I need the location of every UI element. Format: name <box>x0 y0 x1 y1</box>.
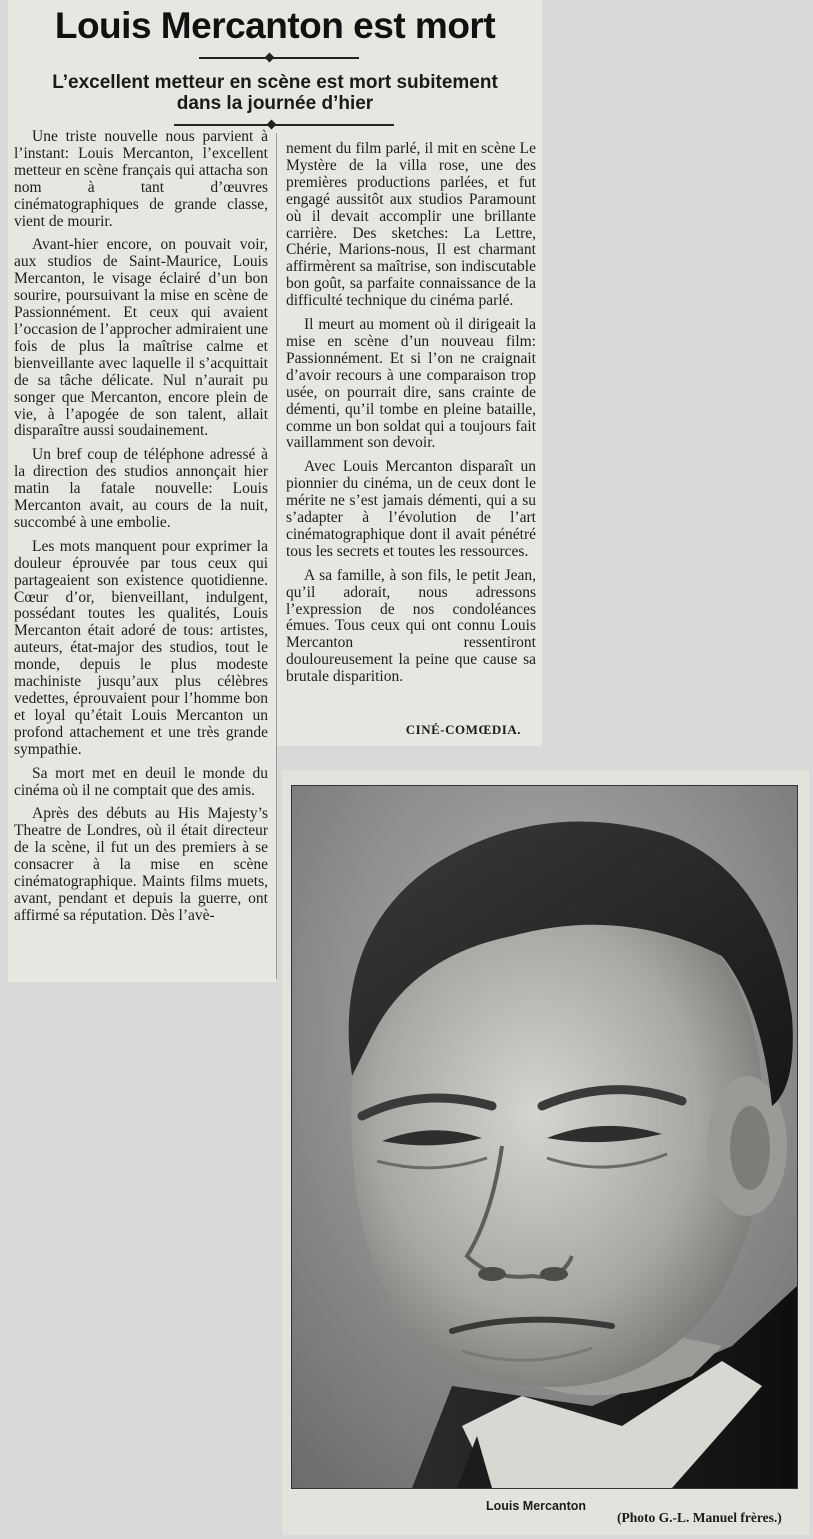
photo-caption: Louis Mercanton <box>486 1499 587 1513</box>
signature: CINÉ-COMŒDIA. <box>405 722 521 737</box>
left-column <box>14 129 268 932</box>
paragraph: Après des débuts au His Majesty’s Theatre de Londres, où il était directeur de la scène, il fut un des premiers à se consacrer à la mise en scène cinématographique. Maints films muets, avant, pendant et depuis la guerre, ont affirmé sa réputation. Dès l’avè- <box>14 805 268 924</box>
subhead-rule <box>174 124 394 126</box>
subheadline-line-2: dans la journée d’hier <box>176 93 374 114</box>
headline-rule <box>199 57 359 59</box>
paragraph: Un bref coup de téléphone adressé à la direction des studios annonçait hier matin la fatale nouvelle: Louis Mercanton avait, au cours de la nuit, succombé à une embolie. <box>14 446 268 531</box>
paragraph: Une triste nouvelle nous parvient à l’instant: Louis Mercanton, l’excellent metteur en scène français qui attacha son nom à tant d’œuvres cinématographiques de grande classe, vient de mourir. <box>14 128 268 230</box>
portrait-image <box>292 786 797 1488</box>
paragraph: Avec Louis Mercanton disparaît un pionnier du cinéma, un de ceux dont le mérite ne s’est jamais démenti, qui a su s’adapter à l’évolution de l’art cinématographique dont il avait pénétré tous les secrets et toutes les ressources. <box>286 458 536 560</box>
paragraph: A sa famille, à son fils, le petit Jean, qu’il adorait, nous adressons l’expression de nos condoléances émues. Tous ceux qui ont connu Louis Mercanton ressentiront douloureusement la peine que cause sa brutale disparition. <box>286 566 536 686</box>
subheadline <box>8 72 542 114</box>
headline: Louis Mercanton est mort <box>54 5 496 46</box>
portrait-photo <box>291 785 798 1489</box>
paragraph: Il meurt au moment où il dirigeait la mise en scène d’un nouveau film: Passionnément. Et si l’on ne craignait d’avoir recours à une comparaison trop usée, on pourrait dire, sans crainte de démenti, qu’il tombe en pleine bataille, comme un bon soldat qui a toujours fait vaillamment son devoir. <box>286 316 536 452</box>
paragraph: Avant-hier encore, on pouvait voir, aux studios de Saint-Maurice, Louis Mercanton, le visage éclairé d’un bon sourire, poursuivant la mise en scène de Passionnément. Et ceux qui avaient l’occasion de l’approcher admiraient une fois de plus la maîtrise calme et bienveillante avec laquelle il s’acquittait de sa tâche délicate. Nul n’aurait pu songer que Mercanton, encore plein de vie, à l’apogée de son talent, allait disparaître aussi soudainement. <box>14 236 268 440</box>
paragraph: nement du film parlé, il mit en scène Le Mystère de la villa rose, une des premières productions parlées, et fut engagé aussitôt aux studios Paramount où il devait accomplir une brillante carrière. Des sketches: La Lettre, Chérie, Marions-nous, Il est charmant affirmèrent sa maîtrise, son indiscutable bon goût, sa parfaite connaissance de la difficulté technique du cinéma parlé. <box>286 140 536 310</box>
paragraph: Les mots manquent pour exprimer la douleur éprouvée par tous ceux qui partageaient son existence quotidienne. Cœur d’or, bienveillant, indulgent, possédant toutes les qualités, Louis Mercanton était adoré de tous: artistes, auteurs, état-major des studios, tout le monde, depuis le plus modeste machiniste jusqu’aux plus célèbres vedettes, éprouvaient pour l’homme bon et loyal qu’était Louis Mercanton un profond attachement et une très grande sympathie. <box>14 537 268 758</box>
photo-credit: (Photo G.-L. Manuel frères.) <box>617 1510 782 1525</box>
right-column <box>286 141 536 693</box>
subheadline-line-1: L’excellent metteur en scène est mort subitement <box>52 72 498 93</box>
paragraph: Sa mort met en deuil le monde du cinéma où il ne comptait que des amis. <box>14 764 268 799</box>
column-divider <box>276 133 277 979</box>
